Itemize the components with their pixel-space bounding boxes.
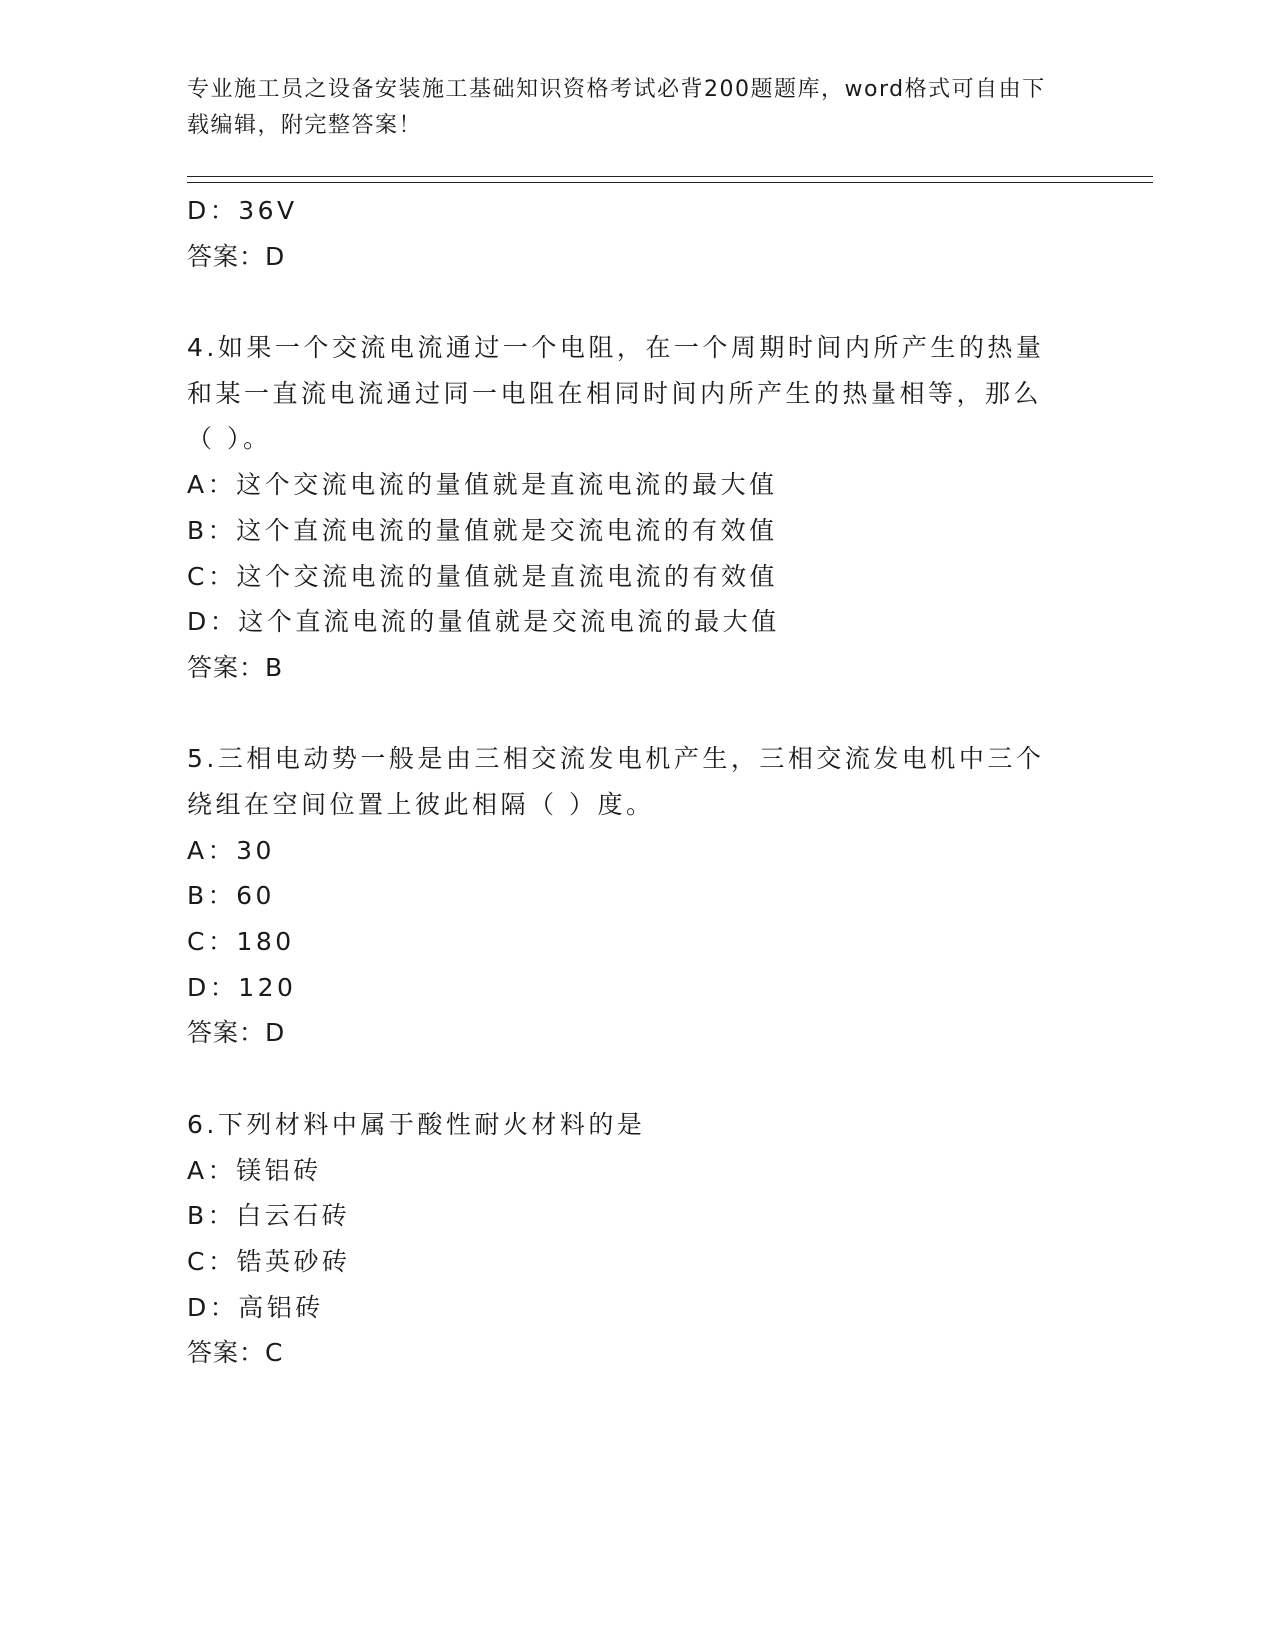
option-d: D：高铝砖: [187, 1292, 324, 1322]
option-d-prev: D：36V: [187, 196, 298, 225]
question-text: 6.下列材料中属于酸性耐火材料的是: [187, 1109, 646, 1139]
question-4: [187, 325, 1067, 691]
document-header: [187, 72, 1067, 144]
option-c: C：180: [187, 927, 295, 957]
answer: 答案：B: [187, 652, 284, 682]
option-d: D：这个直流电流的量值就是交流电流的最大值: [187, 607, 780, 637]
header-title: 专业施工员之设备安装施工基础知识资格考试必背200题题库，word格式可自由下载编辑，附完整答案！: [187, 77, 1046, 138]
option-b: B：60: [187, 881, 275, 911]
option-c: C：这个交流电流的量值就是直流电流的有效值: [187, 561, 778, 591]
answer: 答案：C: [187, 1338, 284, 1368]
option-c: C：锆英砂砖: [187, 1246, 351, 1276]
document-body: [187, 188, 1067, 1376]
answer-prev: 答案：D: [187, 241, 286, 271]
header-rule-top: [187, 176, 1153, 177]
header-rule-bottom: [187, 182, 1153, 183]
option-d: D：120: [187, 972, 297, 1002]
question-text: 4.如果一个交流电流通过一个电阻，在一个周期时间内所产生的热量和某一直流电流通过同一电阻在相同时间内所产生的热量相等，那么（ ）。: [187, 333, 1045, 454]
option-a: A：这个交流电流的量值就是直流电流的最大值: [187, 470, 778, 500]
option-b: B：白云石砖: [187, 1201, 351, 1231]
question-text: 5.三相电动势一般是由三相交流发电机产生，三相交流发电机中三个绕组在空间位置上彼此相隔（ ）度。: [187, 744, 1045, 819]
question-5: [187, 736, 1067, 1056]
option-a: A：镁铝砖: [187, 1155, 322, 1185]
option-b: B：这个直流电流的量值就是交流电流的有效值: [187, 515, 778, 545]
question-6: [187, 1102, 1067, 1376]
answer: 答案：D: [187, 1018, 286, 1048]
option-a: A：30: [187, 835, 275, 865]
